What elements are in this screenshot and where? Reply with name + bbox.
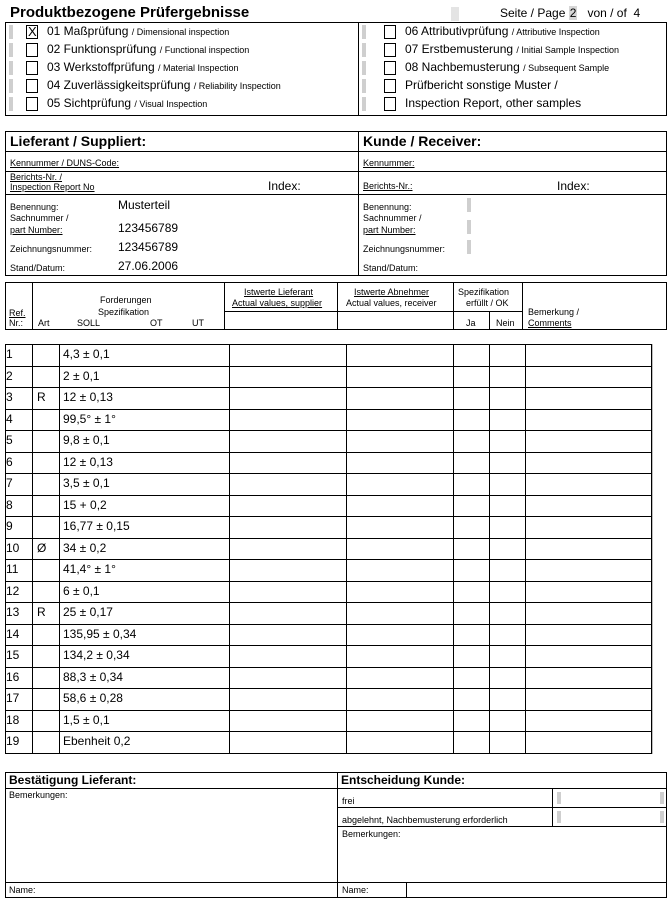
checkbox-shade <box>362 25 366 39</box>
inspection-type-label <box>47 60 239 74</box>
row-number: 1 <box>6 347 13 361</box>
table-row <box>5 710 652 732</box>
inspection-checkbox[interactable] <box>384 61 396 75</box>
supplier-sach-label-1: Sachnummer / <box>10 213 69 223</box>
row-specification: 1,5 ± 0,1 <box>63 712 110 727</box>
decision-rejected[interactable]: abgelehnt, Nachbemusterung erforderlich <box>342 815 508 825</box>
inspection-type-name: 08 Nachbemusterung <box>405 60 520 74</box>
col-ja: Ja <box>466 318 476 328</box>
checkbox-shade <box>9 43 13 57</box>
inspection-type-label <box>405 96 581 110</box>
col-soll: SOLL <box>77 318 101 328</box>
inspection-type-label <box>47 96 207 110</box>
supplier-sach-label-2: part Number: <box>10 225 63 235</box>
row-specification: 12 ± 0,13 <box>63 454 113 469</box>
row-number: 6 <box>6 454 13 469</box>
row-specification: 6 ± 0,1 <box>63 583 100 598</box>
col-receiver-1: Istwerte Abnehmer <box>354 287 430 297</box>
divider <box>5 194 667 195</box>
inspection-type-english: / Reliability Inspection <box>193 81 281 91</box>
of-label: von / of <box>587 6 627 20</box>
supplier-remarks-label: Bemerkungen: <box>9 790 68 800</box>
row-specification: 134,2 ± 0,34 <box>63 648 130 662</box>
page-label: Seite / Page <box>500 6 566 20</box>
supplier-name-label: Name: <box>9 885 36 895</box>
customer-index-label: Index: <box>557 179 590 193</box>
input-shade <box>467 220 471 234</box>
col-comments-2: Comments <box>528 318 572 328</box>
checkbox-shade <box>362 79 366 93</box>
row-specification: 34 ± 0,2 <box>63 540 107 555</box>
inspection-type-name: 03 Werkstoffprüfung <box>47 60 155 74</box>
row-specification: 58,6 ± 0,28 <box>63 691 123 705</box>
inspection-type-label <box>405 24 600 38</box>
checkbox-shade <box>9 79 13 93</box>
page-indicator <box>500 6 640 20</box>
table-row <box>5 731 652 753</box>
input-shade <box>660 792 664 804</box>
col-spec-1: Spezifikation <box>458 287 510 297</box>
divider <box>406 882 407 898</box>
col-supplier-1: Istwerte Lieferant <box>244 287 314 297</box>
row-number: 9 <box>6 519 13 533</box>
table-row <box>5 645 652 667</box>
table-row <box>5 516 652 538</box>
table-row <box>5 344 652 366</box>
inspection-type-label <box>47 42 249 56</box>
customer-zeich-label: Zeichnungsnummer: <box>363 244 446 254</box>
divider <box>552 788 553 826</box>
supplier-benennung-value[interactable]: Musterteil <box>118 198 171 212</box>
footer-panel <box>5 772 667 898</box>
customer-report-label: Berichts-Nr.: <box>363 181 413 191</box>
row-number: 4 <box>6 411 13 426</box>
row-specification: 88,3 ± 0,34 <box>63 669 123 684</box>
col-spezifikation: Spezifikation <box>98 307 150 317</box>
row-number: 18 <box>6 712 20 727</box>
inspection-type-name: Prüfbericht sonstige Muster / <box>405 78 558 92</box>
checkbox-shade <box>362 61 366 75</box>
inspection-type-name: 05 Sichtprüfung <box>47 96 132 110</box>
supplier-zeich-label: Zeichnungsnummer: <box>10 244 93 254</box>
table-row <box>5 581 652 603</box>
row-number: 2 <box>6 368 13 383</box>
row-specification: 25 ± 0,17 <box>63 605 113 619</box>
page-total: 4 <box>633 6 641 20</box>
table-row <box>5 366 652 388</box>
table-row <box>5 409 652 431</box>
divider <box>489 311 490 330</box>
supplier-stand-label: Stand/Datum: <box>10 263 66 273</box>
col-forderungen: Forderungen <box>100 295 152 305</box>
divider <box>337 826 667 827</box>
customer-decision-heading: Entscheidung Kunde: <box>341 773 465 787</box>
row-art: R <box>37 390 46 404</box>
col-supplier-2: Actual values, supplier <box>232 298 323 308</box>
inspection-checkbox[interactable] <box>26 61 38 75</box>
inspection-type-name: 02 Funktionsprüfung <box>47 42 157 56</box>
decision-frei[interactable]: frei <box>342 796 355 806</box>
supplier-stand-value[interactable]: 27.06.2006 <box>118 259 179 273</box>
divider <box>5 171 667 172</box>
inspection-type-english: / Dimensional inspection <box>131 27 230 37</box>
row-number: 5 <box>6 433 13 447</box>
supplier-sach-value[interactable]: 123456789 <box>118 221 179 235</box>
divider <box>5 151 667 152</box>
inspection-checkbox[interactable] <box>384 25 396 39</box>
divider <box>5 788 667 789</box>
row-number: 3 <box>6 390 13 404</box>
row-number: 12 <box>6 583 20 598</box>
divider <box>337 807 667 808</box>
input-shade <box>660 811 664 823</box>
supplier-heading: Lieferant / Suppliert: <box>10 133 147 149</box>
table-row <box>5 688 652 710</box>
inspection-type-label <box>47 24 229 38</box>
row-specification: 12 ± 0,13 <box>63 390 113 404</box>
col-receiver-2: Actual values, receiver <box>346 298 437 308</box>
divider <box>337 282 338 330</box>
row-number: 14 <box>6 626 20 641</box>
divider <box>453 282 454 330</box>
table-row <box>5 624 652 646</box>
row-specification: 3,5 ± 0,1 <box>63 476 110 490</box>
row-specification: 2 ± 0,1 <box>63 368 100 383</box>
table-row <box>5 538 652 560</box>
row-number: 16 <box>6 669 20 684</box>
input-shade <box>467 198 471 212</box>
inspection-checkbox[interactable] <box>26 79 38 93</box>
inspection-type-english: / Visual Inspection <box>134 99 208 109</box>
input-shade <box>467 240 471 254</box>
supplier-zeich-value[interactable]: 123456789 <box>118 240 179 254</box>
table-row <box>5 452 652 474</box>
row-number: 11 <box>6 562 19 576</box>
inspection-type-english: / Attributive Inspection <box>511 27 600 37</box>
checkbox-shade <box>362 97 366 111</box>
page-number[interactable]: 2 <box>569 6 577 20</box>
table-row <box>5 495 652 517</box>
row-number: 8 <box>6 497 13 512</box>
inspection-checkbox[interactable] <box>384 97 396 111</box>
supplier-report-label-2: Inspection Report No <box>10 182 95 192</box>
col-nein: Nein <box>496 318 515 328</box>
row-specification: 135,95 ± 0,34 <box>63 626 137 641</box>
inspection-type-name: 01 Maßprüfung <box>47 24 129 38</box>
inspection-type-name: 07 Erstbemusterung <box>405 42 514 56</box>
table-row <box>5 473 652 495</box>
customer-remarks-label: Bemerkungen: <box>342 829 401 839</box>
divider <box>337 772 338 898</box>
row-art: R <box>37 605 46 619</box>
row-number: 15 <box>6 648 20 662</box>
customer-name-label: Name: <box>342 885 369 895</box>
checkbox-shade <box>9 25 13 39</box>
col-ref-2: Nr.: <box>9 318 24 328</box>
input-shade <box>557 811 561 823</box>
check-mark: X <box>28 24 37 39</box>
row-number: 10 <box>6 540 20 555</box>
table-row <box>5 559 652 581</box>
inspection-checkbox[interactable] <box>26 25 38 39</box>
customer-heading: Kunde / Receiver: <box>363 133 482 149</box>
inspection-type-english: / Material Inspection <box>157 63 239 73</box>
column-divider <box>652 344 653 754</box>
row-number: 7 <box>6 476 13 490</box>
row-number: 19 <box>6 734 20 748</box>
customer-kennnummer-label: Kennummer: <box>363 158 415 168</box>
table-row <box>5 602 652 624</box>
customer-benennung-label: Benennung: <box>363 202 412 212</box>
col-comments-1: Bemerkung / <box>528 307 580 317</box>
inspection-type-english: / Subsequent Sample <box>523 63 610 73</box>
divider <box>358 131 359 276</box>
inspection-type-english: / Initial Sample Inspection <box>516 45 619 55</box>
supplier-confirmation-heading: Bestätigung Lieferant: <box>9 773 137 787</box>
row-specification: 4,3 ± 0,1 <box>63 347 110 361</box>
inspection-checkbox[interactable] <box>26 43 38 57</box>
row-specification: 9,8 ± 0,1 <box>63 433 110 447</box>
col-ref-1: Ref. <box>9 308 26 318</box>
divider <box>224 282 225 330</box>
inspection-checkbox[interactable] <box>384 43 396 57</box>
table-row <box>5 387 652 409</box>
divider <box>522 282 523 330</box>
table-row <box>5 667 652 689</box>
checkbox-shade <box>362 43 366 57</box>
inspection-type-label <box>405 60 609 74</box>
inspection-type-label <box>47 78 281 92</box>
row-art: Ø <box>37 540 47 555</box>
col-ut: UT <box>192 318 204 328</box>
divider <box>358 22 359 116</box>
row-number: 13 <box>6 605 20 619</box>
divider <box>224 311 522 312</box>
checkbox-shade <box>9 97 13 111</box>
row-specification: 16,77 ± 0,15 <box>63 519 130 533</box>
inspection-checkbox[interactable] <box>384 79 396 93</box>
row-specification: 99,5° ± 1° <box>63 411 116 426</box>
col-ot: OT <box>150 318 163 328</box>
inspection-type-label <box>405 42 619 56</box>
col-spec-2: erfüllt / OK <box>466 298 509 308</box>
checkbox-shade <box>9 61 13 75</box>
inspection-type-english: / Functional inspection <box>159 45 250 55</box>
row-number: 17 <box>6 691 20 705</box>
divider <box>5 882 667 883</box>
customer-sach-label-2: part Number: <box>363 225 416 235</box>
inspection-checkbox[interactable] <box>26 97 38 111</box>
inspection-type-name: 06 Attributivprüfung <box>405 24 509 38</box>
row-specification: 15 + 0,2 <box>63 497 107 512</box>
divider <box>32 282 33 330</box>
inspection-type-name: Inspection Report, other samples <box>405 96 582 110</box>
page-title: Produktbezogene Prüfergebnisse <box>10 4 250 21</box>
inspection-type-name: 04 Zuverlässigkeitsprüfung <box>47 78 191 92</box>
customer-stand-label: Stand/Datum: <box>363 263 419 273</box>
supplier-benennung-label: Benennung: <box>10 202 59 212</box>
inspection-type-label <box>405 78 558 92</box>
row-specification: Ebenheit 0,2 <box>63 734 131 748</box>
table-row <box>5 430 652 452</box>
supplier-index-label: Index: <box>268 179 301 193</box>
row-specification: 41,4° ± 1° <box>63 562 116 576</box>
marker-shade <box>451 7 459 21</box>
supplier-kennnummer-label: Kennummer / DUNS-Code: <box>10 158 120 168</box>
col-art: Art <box>38 318 50 328</box>
supplier-report-label-1: Berichts-Nr. / <box>10 172 63 182</box>
supplier-customer-panel <box>5 131 667 276</box>
customer-sach-label-1: Sachnummer / <box>363 213 422 223</box>
input-shade <box>557 792 561 804</box>
